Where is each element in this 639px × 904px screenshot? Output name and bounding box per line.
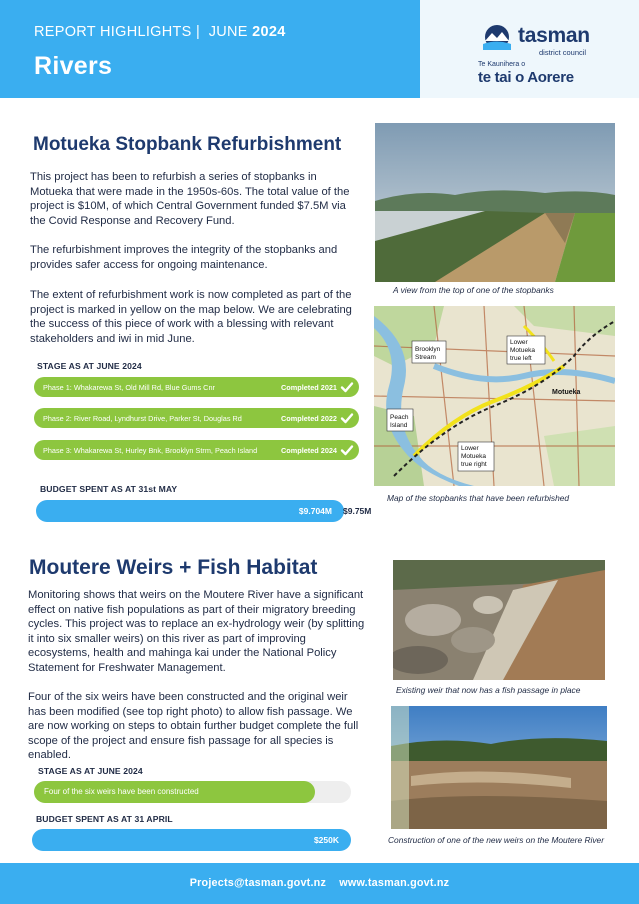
- footer-email[interactable]: Projects@tasman.govt.nz: [189, 877, 327, 889]
- weirs-stage-bar: Four of the six weirs have been constructed: [34, 781, 315, 803]
- map-label-lower-left-2: Motueka: [510, 347, 535, 354]
- report-highlights-line: REPORT HIGHLIGHTS | JUNE 2024: [34, 24, 286, 40]
- stopbank-budget-total: $9.75M: [343, 506, 372, 516]
- existing-weir-photo: [393, 560, 605, 680]
- stopbank-stage-label: STAGE AS AT JUNE 2024: [37, 361, 142, 371]
- checkmark-icon: [340, 380, 354, 394]
- map-label-brooklyn-2: Stream: [415, 354, 436, 361]
- map-label-lower-right-2: Motueka: [461, 453, 486, 460]
- stopbank-photo-image: [375, 123, 615, 282]
- stopbank-map: [374, 306, 615, 486]
- stopbank-paragraph-1: This project has been to refurbish a series of stopbanks in Motueka that were made in the 1950s-60s. The total value of the project is $10M, of which Central Government funded $7.5M via the Covid Response and Recovery Fund.: [30, 171, 350, 227]
- map-label-lower-right-3: true right: [461, 461, 487, 468]
- page-footer: [0, 863, 639, 904]
- weirs-budget-label: BUDGET SPENT AS AT 31 APRIL: [36, 814, 173, 824]
- footer-contact: [0, 877, 639, 889]
- stopbank-photo: [375, 123, 615, 282]
- map-label-brooklyn-1: Brooklyn: [415, 346, 441, 353]
- stopbank-paragraph-2: The refurbishment improves the integrity of the stopbanks and provides safer access for ongoing maintenance.: [30, 244, 338, 271]
- section-title-stopbank: Motueka Stopbank Refurbishment: [33, 134, 342, 155]
- new-weir-caption: Construction of one of the new weirs on the Moutere River: [388, 835, 604, 845]
- weirs-budget-bar: $250K: [32, 829, 351, 851]
- weirs-paragraph-1: Monitoring shows that weirs on the Moutere River have a significant effect on native fish populations as part of their migratory breeding cycles. This project was to replace an ex-hydrology weir (by splitting it into six smaller weirs) on this river as part of improving ecosystems, health and mahinga kai under the National Policy Statement for Freshwater Management.: [28, 589, 365, 674]
- header-banner: [0, 0, 420, 98]
- map-label-peach-2: Island: [390, 422, 408, 429]
- existing-weir-caption: Existing weir that now has a fish passage in place: [396, 685, 581, 695]
- stopbank-photo-caption: A view from the top of one of the stopbanks: [393, 285, 554, 295]
- weirs-stage-label: STAGE AS AT JUNE 2024: [38, 766, 143, 776]
- map-caption: Map of the stopbanks that have been refurbished: [387, 493, 570, 503]
- phase-3-pill: Phase 3: Whakarewa St, Hurley Bnk, Brooklyn Strm, Peach Island Completed 2024: [34, 440, 359, 460]
- map-label-town: Motueka: [552, 389, 581, 396]
- phase-2-pill: Phase 2: River Road, Lyndhurst Drive, Parker St, Douglas Rd Completed 2022: [34, 408, 359, 428]
- stopbank-budget-bar: $9.704M: [36, 500, 344, 522]
- map-label-lower-left-3: true left: [510, 355, 532, 362]
- stopbank-paragraph-3: The extent of refurbishment work is now completed as part of the project is marked in yellow on the map below. We are celebrating the success of this piece of work with a blessing with relevant stakeholders and iwi in mid June.: [30, 289, 352, 345]
- stopbank-budget-label: BUDGET SPENT AS AT 31st MAY: [40, 484, 178, 494]
- footer-website[interactable]: www.tasman.govt.nz: [339, 877, 450, 889]
- checkmark-icon: [340, 411, 354, 425]
- page-title: Rivers: [34, 52, 113, 80]
- checkmark-icon: [340, 443, 354, 457]
- new-weir-photo-image: [391, 706, 607, 829]
- section-title-weirs: Moutere Weirs + Fish Habitat: [29, 556, 318, 579]
- existing-weir-photo-image: [393, 560, 605, 680]
- map-label-lower-left-1: Lower: [510, 339, 528, 346]
- new-weir-photo: [391, 706, 607, 829]
- page-header: [0, 0, 639, 98]
- mountain-logo-icon: [478, 24, 516, 50]
- map-label-lower-right-1: Lower: [461, 445, 479, 452]
- map-label-peach-1: Peach: [390, 414, 409, 421]
- phase-1-pill: Phase 1: Whakarewa St, Old Mill Rd, Blue Gums Cnr Completed 2021: [34, 377, 359, 397]
- tasman-logo: tasman district council Te Kaunihera o te tai o Aorere: [478, 24, 590, 86]
- weirs-paragraph-2: Four of the six weirs have been constructed and the original weir has been modified (see top right photo) to allow fish passage. We are now working on steps to obtain further budget complete the full scope of the project and ensure fish passage for all species is enabled.: [28, 691, 359, 762]
- stopbank-map-image: [374, 306, 615, 486]
